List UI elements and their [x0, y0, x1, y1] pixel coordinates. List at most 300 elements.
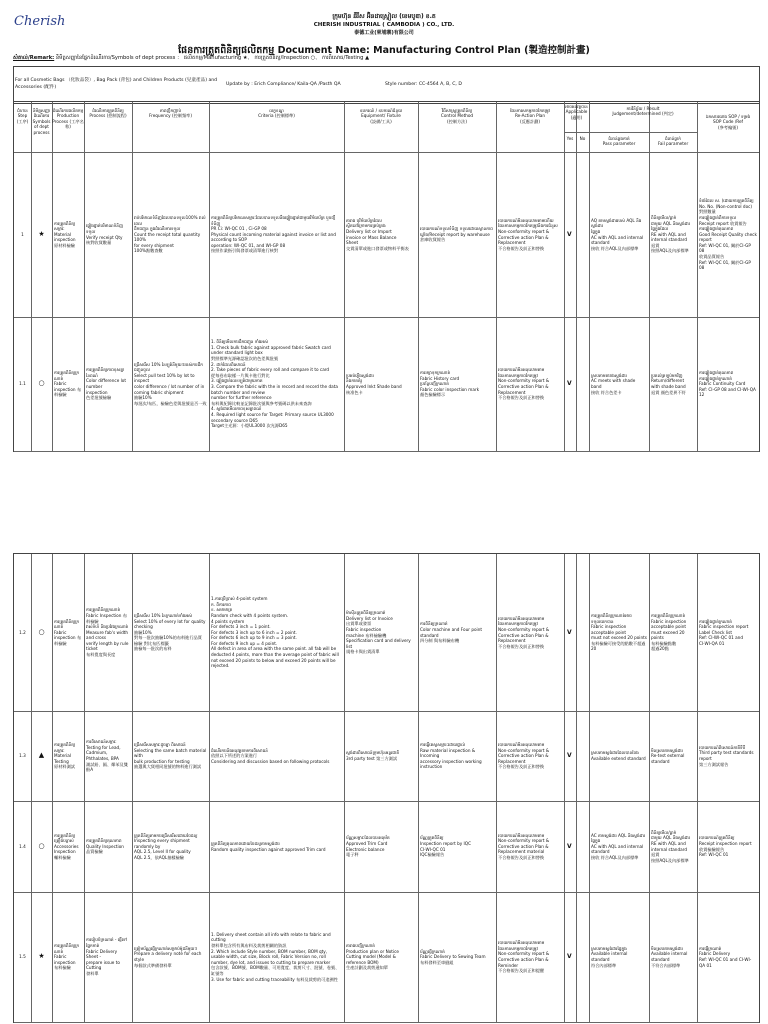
cell-equipment	[346, 554, 416, 711]
cell-equipment-line: 交貨清單或進口發票或物料平衡表	[346, 245, 409, 251]
cell-reaction	[498, 892, 562, 1022]
cell-reaction-line: ផែនការសកម្មភាពកែតម្រូវនិងការជំនួស	[498, 223, 558, 229]
column-divider	[31, 102, 32, 451]
cell-control-line: Fabric Delivery to Sewing Team	[420, 954, 486, 960]
cell-criteria-line: Random check with 4 points system.	[211, 612, 289, 618]
cell-reaction	[498, 801, 562, 892]
cell-sop-line: CI-WI-QA 01	[699, 640, 725, 646]
column-divider	[84, 554, 85, 1022]
cell-criteria-line: For defects 3 inch = 1 point.	[211, 624, 271, 630]
cell-equipment-line: Delivery list or Import	[346, 228, 392, 234]
row-step: 1.5	[19, 954, 26, 959]
column-divider	[132, 554, 133, 1022]
cell-frequency-line: 抽驗10%	[134, 395, 152, 401]
cell-fail-line: 布料檢驗點數	[651, 640, 677, 646]
cell-sop	[699, 892, 757, 1022]
cell-control-line: 四分制 與布料驗布機	[420, 638, 460, 644]
cell-reaction-line: របាយការណ៍មិនអនុលោមតាម	[498, 367, 545, 373]
cell-fail-line: internal standard	[651, 237, 687, 243]
cell-reaction	[498, 317, 562, 451]
cell-reaction-line: របាយការណ៍មិនអនុលោមតាមហើយ	[498, 217, 554, 223]
cell-equipment-line: Cutting model (Model &	[346, 954, 396, 960]
cell-criteria-line: ដំណើរការនិងអនុវត្តតាមការពិសោធន៍	[211, 747, 268, 753]
cell-frequency-line: 每個款式準備發料單	[134, 962, 172, 968]
cell-equipment-line: Sheet	[346, 240, 359, 246]
cell-process-line: Phthalates, BPA	[86, 756, 119, 761]
cell-control-line: Inspection report by IQC	[420, 840, 472, 846]
inspection-symbol-icon: ○	[38, 627, 45, 636]
cell-production-line: ការត្រួតពិនិត្យសម្ភារៈ	[54, 220, 76, 232]
cell-sop	[699, 152, 757, 317]
cell-control	[420, 317, 494, 451]
cell-sop-line: Good Receipt Quality check	[699, 231, 757, 237]
cell-control-line: ប័ណ្ណត្រួតពិនិត្យ	[420, 835, 444, 841]
company-name-en: CHERISH INDUSTRIAL ( CAMBODIA ) CO., LTD.	[313, 22, 455, 28]
cell-production	[54, 317, 82, 451]
cell-process-line: ផ្ទៀងផ្ទាត់បរិមាណទំនិញទទួល	[86, 223, 123, 234]
remark-text: និមិត្តសញ្ញានៃផ្នែកដំណើរការ/Symbols of dept process ： ផលិតកម្ម/Manufacturing ★、 ការត្រួតពិនិត្យ/Inspection ○、 ការពិសោធ/Testing ▲	[54, 55, 370, 61]
cell-control	[420, 711, 494, 801]
cell-criteria-line: For defects 3 inch up to 6 inch = 2 point.	[211, 629, 297, 635]
cell-process	[86, 152, 130, 317]
column-header: ផែនការសកម្មភាពកែតម្រូវ Re-Action Plan (反應計劃)	[510, 108, 550, 124]
cell-criteria-line: 依照以下所述的方案進行	[211, 753, 258, 759]
column-divider	[209, 554, 210, 1022]
cell-control	[420, 152, 494, 317]
cell-fail-line: ពិនិត្យមើល/ធ្លាក់	[651, 214, 677, 220]
cell-pass-line: AC with AQL and internal standard	[591, 234, 644, 246]
cell-equipment-line: ប័ណ្ណសម្ភារៈដែលបានអនុម័ត	[346, 835, 390, 841]
cell-sop-line: 收貨檢驗報告	[699, 846, 725, 852]
column-header-result: ការវិនិច្ឆ័យ / Result Judgement/determined (判定)	[612, 106, 674, 117]
cell-frequency	[134, 554, 207, 711]
cell-reaction-line: Non-conformity report &	[498, 378, 550, 384]
cell-production	[54, 801, 82, 892]
cell-reaction-line: Corrective action Plan &	[498, 632, 549, 638]
cell-sop-line: report	[699, 237, 712, 243]
cell-control-line: ឃ្លាំង/Receipt report by warehouse	[420, 231, 490, 237]
cell-process-line: Color difference lot number	[86, 378, 126, 389]
cell-equipment-line: Fabric inspection	[346, 626, 382, 632]
cell-production-line: ការត្រួតពិនិត្យក្រណាត់	[54, 943, 80, 954]
cell-reaction-line: Non-conformity report &	[498, 747, 550, 753]
cell-control	[420, 892, 494, 1022]
row-step: 1.3	[19, 753, 26, 758]
cell-control-line: instruction	[420, 764, 443, 770]
cell-frequency-line: រាប់បរិមាណទំនិញដែលបានទទួល100% រាល់ពេល	[134, 214, 206, 226]
cell-sop-line: 對照數量	[699, 209, 716, 215]
cell-control-line: របាយការណ៍ទទួលទំនិញ ទទួលដោយស្ថានភាព	[420, 226, 493, 232]
cell-production-line: 原材料檢驗	[54, 242, 75, 248]
column-divider	[84, 102, 85, 451]
column-divider	[564, 102, 565, 451]
cell-fail	[651, 711, 695, 801]
cell-pass	[591, 892, 647, 1022]
cell-sop-line: Ref: CI-WI-QC 01 and	[699, 635, 743, 641]
cell-control-line: ការពិនិត្យក្រណាត់	[420, 621, 448, 627]
cell-pass-line: 符合內部標準	[591, 962, 617, 968]
cell-production-line: Material Testing	[54, 753, 72, 764]
cell-sop-line: Third party test standards report	[699, 750, 754, 761]
cell-sop	[699, 317, 757, 451]
cell-criteria-line: ខ. សមាមាត្រ	[211, 607, 233, 613]
cell-frequency-line: Count the receipt total quantity 100%	[134, 231, 201, 243]
cell-fail-line: acceptable point	[651, 624, 687, 630]
cell-process	[86, 892, 130, 1022]
company-name-cn: 泰德工业(柬埔寨)有限公司	[354, 30, 414, 36]
cell-production	[54, 892, 82, 1022]
cell-production-line: ការត្រួតពិនិត្យក្រណាត់	[54, 618, 80, 630]
cell-equipment-line: ប្រអប់ភ្លើងស្តង់ដារ	[346, 372, 374, 378]
column-header-sop: ឯកសារយោង SOP / ទម្រង់ SOP Code /Ref (參考編號)	[705, 114, 751, 130]
column-header: ឧបករណ៍ / ឧបករណ៍ជំនួយ Equipment/ Fixture (設備/工具)	[359, 108, 403, 124]
cell-production-line: Fabric inspection	[54, 954, 76, 965]
cell-sop-line: របាយការណ៍ពិសោធន៍ភាគីទីបី	[699, 744, 746, 750]
cell-production-line: Accessories	[54, 843, 79, 849]
cell-reaction-line: Corrective action Plan &	[498, 753, 549, 759]
cell-frequency-line: Prepare a delivery note for each style	[134, 951, 202, 962]
cell-production-line: ការត្រួតពិនិត្យគ្រឿងបន្លាស់	[54, 832, 76, 844]
cell-equipment-line: តារាងបញ្ជីក្រណាត់	[346, 943, 375, 949]
cell-production	[54, 152, 82, 317]
column-header: ដំណើរការផលិតកម្ម Production Process (工序名称)	[52, 108, 84, 130]
column-divider	[576, 554, 577, 1022]
cell-fail-line: ប្រគល់ត្រឡប់មកវិញ	[651, 372, 683, 378]
cell-sop-line: Receipt report 收貨報告	[699, 220, 747, 226]
column-divider	[418, 102, 419, 451]
subheader-pass: ជំនាន់ឆ្លងកាត់ Pass parameter	[602, 136, 636, 147]
cell-sop-line: ការផ្ទៀងផ្ទាត់ក្រណាត់	[699, 618, 732, 624]
cell-frequency	[134, 801, 207, 892]
cell-reaction-line: 不合格報告及糾正和替換	[498, 764, 545, 770]
cell-process-line: 布料寬度與長度	[86, 652, 116, 658]
cell-frequency-line: 100%點數查數	[134, 248, 163, 254]
cell-equipment	[346, 152, 416, 317]
cell-pass	[591, 554, 647, 711]
cell-frequency-line: AQL 2.5，依AQL抽樣檢驗	[134, 854, 184, 860]
cell-criteria-line: 發料單包含所有與布料及裁剪相關的資訊	[211, 943, 287, 949]
cell-process-line: Testing for Lead, Cadmium,	[86, 744, 121, 756]
column-divider	[344, 102, 345, 451]
cell-pass-line: 接收 符合AQL及內部標準	[591, 854, 639, 860]
cell-fail-line: ផ្ទៃក្នុងដែល	[651, 226, 669, 232]
cell-reaction-line: Non-conformity report &	[498, 626, 550, 632]
column-divider	[418, 554, 419, 1022]
cell-criteria	[211, 801, 342, 892]
cell-equipment-line: Specification card and delivery list	[346, 638, 411, 649]
cell-reaction-line: Replacement	[498, 389, 526, 395]
cell-criteria-line: 3. ផ្ទៀងផ្ទាត់លេខឡូត៍ជាមួយកាត	[211, 378, 263, 384]
column-divider	[496, 102, 497, 451]
cell-process-line: វាស់ទំហំ និងប្រវែងក្រណាត់	[86, 624, 129, 630]
subheader-yes: Yes	[566, 136, 574, 141]
cell-pass	[591, 317, 647, 451]
column-divider	[649, 102, 650, 451]
cell-control-line: ការធ្វើតេស្តសម្ភារៈដោយផ្ទាល់	[420, 742, 466, 748]
cell-fail	[651, 317, 695, 451]
column-divider	[649, 554, 650, 1022]
cell-process-line: ការត្រួតពិនិត្យភាពខុសគ្នានៃពណ៌	[86, 367, 125, 378]
cell-process-line: Verify receipt Qty	[86, 234, 123, 240]
cell-criteria-line: 2. ដាក់ដែលពិសោធន៍	[211, 361, 246, 367]
cell-reaction-line: 不合格報告及糾正和替換	[498, 395, 545, 401]
cell-criteria-line: 1.ការប្រើប្រាស់ 4-point system	[211, 596, 268, 602]
column-divider	[132, 102, 133, 451]
cell-control	[420, 554, 494, 711]
cell-sop-line: ទំរង់ដែល ស. (ដោយការត្រួតពិនិត្យ	[699, 198, 754, 204]
cell-pass-line: Available internal standard	[591, 951, 628, 962]
cell-process-line: inspection	[86, 389, 108, 395]
cell-reaction-line: Corrective action Plan &	[498, 234, 549, 240]
cell-reaction-line: ផែនការសកម្មភាពកែតម្រូវ	[498, 945, 538, 951]
cell-equipment-line: 3rd party test 第三方測試	[346, 756, 398, 761]
column-divider	[344, 554, 345, 1022]
cell-pass	[591, 711, 647, 801]
cell-criteria	[211, 317, 342, 451]
column-divider	[52, 102, 53, 451]
cell-reaction-line: Replacement	[498, 240, 526, 246]
cell-process-line: Fabric Delivery Sheet -	[86, 948, 118, 960]
cell-sop-line: 收貨品質報告	[699, 254, 725, 260]
cell-frequency-line: 檢驗 對比布匹標籤	[134, 640, 169, 646]
cell-pass-line: 布料檢驗可接受的點數不超過20	[591, 640, 646, 652]
cell-fail-line: ការត្រួតពិនិត្យក្រណាត់	[651, 612, 686, 618]
cell-reaction-line: Replacement material	[498, 849, 545, 855]
cell-criteria-line: number for further reference	[211, 395, 272, 401]
cell-criteria-line: Considering and discussion based on following protocols	[211, 758, 330, 764]
column-header: ភាពញឹកញាប់ Frequency (控制頻率)	[149, 108, 192, 119]
cell-equipment	[346, 801, 416, 892]
cell-criteria-line: Physical count incoming material against invoice or list and according to SOP	[211, 231, 336, 243]
cell-pass-line: must not exceed 20 points	[591, 635, 647, 641]
cell-criteria-line: 1. ពិនិត្យមើលការដឹកជញ្ជូន ទាំងអស់	[211, 339, 269, 345]
cell-frequency-line: 對每一批次抽驗10%的布料進行品質	[134, 635, 202, 641]
cell-process-line: verify length by rule ticket	[86, 640, 129, 652]
cell-frequency-line: 每批次/布匹，檢驗色差與批號是否一致	[134, 400, 207, 406]
cell-equipment	[346, 317, 416, 451]
column-divider	[209, 102, 210, 451]
cell-fail-line: Return/different	[651, 378, 685, 384]
cell-process	[86, 317, 130, 451]
cell-sop-line: Fabric Continuity Card	[699, 381, 746, 387]
cell-pass-line: ផ្ទៃក្នុង	[591, 228, 601, 234]
cell-fail-line: RE with AQL and	[651, 231, 686, 237]
cell-control-line: Fabric color inspection mark	[420, 386, 480, 392]
cell-control-line: 倉庫收貨報告	[420, 237, 446, 243]
cell-pass-line: AC with AQL and internal standard	[591, 843, 644, 855]
cell-frequency-line: ត្រៀមប័ណ្ណផ្ញើក្រណាត់សម្រាប់ម៉ូដនីមួយៗ	[134, 945, 198, 951]
cell-control-line: ការរក្សាទុកក្រណាត់	[420, 370, 451, 376]
column-divider	[564, 554, 565, 1022]
cell-equipment-line: តារាង ឬវិក័យប័ត្រដែល	[346, 217, 382, 223]
cell-fail-line: ពិនិត្យមើល/ធ្លាក់	[651, 829, 677, 835]
control-plan-table-page-2	[13, 553, 760, 1023]
cell-fail	[651, 892, 695, 1022]
cell-frequency-line: for every shipment	[134, 242, 174, 248]
cell-criteria-line: 按照作業指引與發票或清單進行核對	[211, 248, 279, 254]
cell-equipment-line: និងកាតគំរូ	[346, 378, 362, 384]
cell-criteria-line: 4. ស្តង់ដារមើលភាពខុសគ្នាពណ៌	[211, 406, 262, 412]
cell-frequency-line: bulk production for testing	[134, 758, 190, 764]
cell-production-line: 布料檢驗	[54, 965, 71, 971]
cell-criteria-line: 4. Required light source for Target: Primary source UL3000 secondary source D65	[211, 411, 334, 423]
cell-production-line: Material	[54, 231, 72, 237]
cell-pass-line: ស្របតាមស្តង់ដារដែលបានចែង	[591, 750, 639, 756]
cell-sop-line: Fabric Delivery	[699, 951, 731, 957]
cell-criteria-line: 3. Use for fabric and cutting traceability 布料及裁剪的可追溯性	[211, 976, 338, 982]
cell-fail-line: Fabric inspection	[651, 618, 687, 624]
cell-fail-line: 不符合內部標準	[651, 962, 681, 968]
cell-reaction	[498, 711, 562, 801]
cell-fail-line: 按照AQL及內部標準	[651, 857, 689, 863]
cell-frequency-line: Select 10% of every lot for quality	[134, 618, 206, 624]
column-header: លក្ខខណ្ឌ Criteria (控制標準)	[258, 108, 295, 119]
cell-process	[86, 801, 130, 892]
cell-sop-line: ការផ្ទៀងផ្ទាត់គុណភាព	[699, 370, 734, 376]
cell-frequency-line: Selecting the same batch material with	[134, 747, 207, 759]
cell-criteria-line: 4 points system	[211, 618, 245, 624]
cell-pass-line: ការត្រួតពិនិត្យក្រណាត់អាចទទួលយកបាន	[591, 612, 632, 624]
cell-process-line: ការត្រួតពិនិត្យក្រណាត់	[86, 607, 121, 613]
cell-equipment-line: Delivery list or Invoice	[346, 615, 393, 621]
cell-criteria	[211, 892, 342, 1022]
cell-equipment-line: Approved Inkt Shade band	[346, 384, 402, 389]
column-divider	[589, 554, 590, 1022]
cell-frequency	[134, 711, 207, 801]
cell-equipment-line: ម៉ាស៊ីនត្រួតពិនិត្យក្រណាត់	[346, 610, 386, 616]
cell-process-line: ការពិសោធន៍សម្ភារៈ	[86, 739, 117, 745]
cell-sop-line: Ref: CI-GP 08 and CI-WI-QA 12	[699, 386, 756, 398]
cell-process-line: 品質檢驗	[86, 849, 103, 855]
cell-production-line: Fabric inspection 布料檢驗	[54, 629, 82, 646]
cell-criteria	[211, 711, 342, 801]
cell-criteria-line: 對照標準光源確認批次的色差與批號	[211, 356, 279, 362]
cell-production-line: Fabric inspection 布料檢驗	[54, 381, 82, 398]
cell-equipment-line: ស្ថិតនៅក្រោមការគ្រប់គ្រង	[346, 223, 386, 229]
cell-fail-line: មិនស្របតាមស្តង់ដារ	[651, 945, 683, 951]
cell-equipment	[346, 892, 416, 1022]
cell-sop-line: Fabric inspection report	[699, 624, 749, 630]
cell-control-line: 布料發料至車縫組	[420, 959, 454, 965]
cell-equipment-line: 電子秤	[346, 852, 359, 858]
cell-fail-line: Available internal	[651, 951, 688, 957]
cell-reaction-line: របាយការណ៍មិនអនុលោមតាម	[498, 742, 545, 748]
cell-frequency-line: 抽選與大貨相同批號的物料進行測試	[134, 764, 202, 770]
column-header: ដំណើរការត្រួតពិនិត្យ Process (控制流程)	[89, 108, 127, 119]
cell-criteria	[211, 152, 342, 317]
column-divider	[697, 102, 698, 451]
cell-criteria-line: 2. Which include Style number, BOM number, BOM qty, usable width, cut size, Block roll, Fabric Version no, roll number, dye lot, and issues to cutting to prepare marker	[211, 948, 331, 965]
applicable-check: V	[567, 380, 572, 387]
column-header: និមិត្តសញ្ញាដំណើរការ Symbols of dept process	[32, 108, 51, 135]
cell-criteria	[211, 554, 342, 711]
cell-frequency	[134, 892, 207, 1022]
column-header: វិធីសាស្ត្រត្រួតពិនិត្យ Control Method (控制方法)	[440, 108, 474, 124]
cell-frequency-line: color difference / lot number of in	[134, 384, 205, 389]
cell-production-line: 原材料測試	[54, 764, 75, 770]
cell-production-line: ការត្រួតពិនិត្យក្រណាត់	[54, 370, 80, 381]
cell-pass-line: ស្របតាមស្តង់ដារផ្ទៃក្នុង	[591, 945, 627, 951]
cell-reaction-line: ផែនការសកម្មភាពកែតម្រូវ	[498, 372, 538, 378]
cell-frequency-line: 抽檢每一批次的布料	[134, 646, 172, 652]
cell-fail-line: 退貨	[651, 852, 660, 858]
cell-sop-line: Receipt inspection report	[699, 840, 752, 846]
applicable-check: V	[567, 230, 572, 238]
cell-sop	[699, 554, 757, 711]
cell-reaction-line: Non-conformity report &	[498, 838, 550, 844]
cell-sop-line: Ref: WI-QC 01 and CI-WI-QA 01	[699, 957, 752, 968]
cell-frequency-line: AQL 2.5, Level II for quality	[134, 849, 191, 855]
cell-equipment-line: reference BOM)	[346, 959, 379, 965]
cell-control-line: Raw material inspection & Incoming	[420, 747, 476, 759]
cell-sop-line: ការផ្ទៀងផ្ទាត់ពីការទទួល	[699, 214, 737, 220]
remark-line	[13, 54, 369, 62]
cell-equipment-line: 出貨單或發票	[346, 621, 372, 627]
column-divider	[52, 554, 53, 1022]
cell-sop-line: Ref: WI-QC 01, 關於CI-GP 08	[699, 259, 751, 271]
cell-sop-line: ការផ្ទៀងផ្ទាត់គុណភាព	[699, 226, 734, 232]
cell-frequency-line: 抽驗10%	[134, 629, 152, 635]
cell-reaction-line: របាយការណ៍មិនអនុលោមតាម	[498, 615, 545, 621]
cell-fail-line: 按照AQL及內部標準	[651, 248, 689, 254]
cell-sop-line: Label Check list	[699, 629, 732, 635]
subheader-no: No	[579, 136, 586, 141]
cell-frequency-line: ជ្រើសរើស 10% នៃឡូត៍នីមួយៗរបស់ការដឹកជញ្ជូនចូល	[134, 361, 203, 373]
cell-equipment-line: 生產計劃及裁剪通知單	[346, 965, 388, 971]
cell-process	[86, 554, 130, 711]
applicable-check: V	[567, 628, 572, 636]
cell-process-line: prepare issue to Cutting	[86, 959, 120, 971]
column-divider	[589, 102, 590, 451]
cell-equipment-line: Production plan or Notice	[346, 948, 399, 954]
cell-frequency-line: ត្រួតពិនិត្យតាមការជ្រើសរើសដោយចៃដន្យ	[134, 832, 198, 838]
row-divider	[14, 451, 759, 452]
cell-reaction-line: Corrective action Plan & Reminder	[498, 957, 549, 968]
cell-criteria-line: 1. Delivery sheet contain all info with relate to fabric and cutting	[211, 931, 331, 943]
company-header	[0, 13, 768, 37]
cell-frequency-line: checking	[134, 624, 153, 630]
cell-sop-line: ការផ្ញើក្រណាត់	[699, 945, 722, 951]
cell-fail-line: ជាមួយ AQL និងស្តង់ដារ	[651, 835, 690, 841]
cell-criteria-line: 從每卷布取樣一片與卡進行對比	[211, 372, 270, 378]
cell-sop-line: 第三方測試報告	[699, 761, 729, 767]
subheader-divider	[564, 132, 697, 133]
cell-fail	[651, 152, 695, 317]
cell-equipment-line: 核准色卡	[346, 389, 363, 395]
cell-pass-line: AQ តាមស្តង់ដាររបស់ AQL និងស្តង់ដារ	[591, 217, 642, 229]
cell-reaction	[498, 152, 562, 317]
cell-reaction-line: Replacement	[498, 638, 526, 644]
cell-control-line: CI-WI-QC 01	[420, 846, 446, 852]
cell-pass	[591, 152, 647, 317]
cell-pass-line: 接收 符合色差卡	[591, 389, 622, 395]
cell-process-line: Fabric Inspection 布料檢驗	[86, 612, 127, 624]
cell-sop-line: Ref: WI-QC 01	[699, 852, 729, 858]
cell-sop-line: ការផ្ទៀងផ្ទាត់ក្រណាត់	[699, 375, 732, 381]
cell-pass	[591, 801, 647, 892]
applicable-check: V	[567, 842, 572, 850]
cell-equipment-line: 規格卡與出貨清單	[346, 649, 380, 655]
applicable-check: V	[567, 752, 572, 759]
cell-process-line: 測試鉛、鎘、鄰苯及雙酚A	[86, 761, 128, 773]
cell-process-line: Quality Inspection	[86, 843, 124, 849]
cell-criteria-line: Target主光源：小燈UL3000 次光源D65	[211, 423, 288, 429]
cell-sop	[699, 711, 757, 801]
cell-reaction-line: 不合格報告及糾正和提醒	[498, 968, 545, 974]
cell-reaction-line: ផែនការសកម្មភាពកែតម្រូវ	[498, 621, 538, 627]
cell-criteria-line: For defects 9 inch up = 4 point.	[211, 640, 278, 646]
style-number-text: Style number: CC-4564 A, B, C, D	[385, 82, 462, 87]
